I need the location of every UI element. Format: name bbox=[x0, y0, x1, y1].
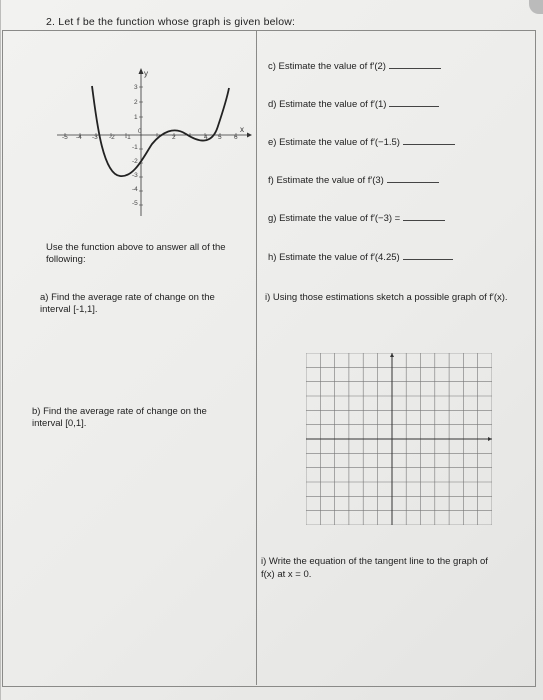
question-h-text: h) Estimate the value of f′(4.25) bbox=[268, 252, 400, 263]
question-i: i) Using those estimations sketch a possible graph of f′(x). bbox=[265, 292, 508, 303]
grid-x-axis-arrow bbox=[488, 437, 492, 441]
x-tick-label: 4 bbox=[204, 134, 208, 141]
x-tick-label: -5 bbox=[62, 134, 68, 141]
x-tick-label: 6 bbox=[234, 134, 238, 141]
question-a: a) Find the average rate of change on the interval [-1,1]. bbox=[40, 292, 215, 315]
answer-blank bbox=[389, 105, 439, 107]
function-curve bbox=[92, 86, 229, 176]
question-f bbox=[268, 175, 439, 187]
question-b: b) Find the average rate of change on the interval [0,1]. bbox=[32, 406, 207, 429]
grid-y-axis-arrow bbox=[390, 353, 394, 357]
y-axis-arrow bbox=[139, 68, 144, 74]
question-g-text: g) Estimate the value of f′(−3) = bbox=[268, 213, 401, 224]
x-tick-label: -3 bbox=[92, 134, 98, 141]
y-axis-label: y bbox=[144, 69, 148, 78]
question-j-line2: f(x) at x = 0. bbox=[261, 569, 312, 580]
y-tick-label: -3 bbox=[132, 172, 138, 179]
y-tick-label: -1 bbox=[132, 144, 138, 151]
x-tick-label: -4 bbox=[76, 134, 82, 141]
column-divider bbox=[256, 30, 257, 685]
answer-blank bbox=[403, 143, 455, 145]
answer-blank bbox=[387, 181, 439, 183]
y-tick-label: -4 bbox=[132, 186, 138, 193]
y-tick-label: 3 bbox=[134, 84, 138, 91]
answer-blank bbox=[403, 219, 445, 221]
function-graph bbox=[52, 66, 252, 216]
x-tick-label: -1 bbox=[125, 134, 131, 141]
question-d-text: d) Estimate the value of f′(1) bbox=[268, 99, 387, 110]
sketch-grid bbox=[306, 353, 492, 525]
question-e-text: e) Estimate the value of f′(−1.5) bbox=[268, 137, 400, 148]
question-c bbox=[268, 61, 441, 73]
answer-blank bbox=[403, 258, 453, 260]
x-tick-label: -2 bbox=[109, 134, 115, 141]
question-d bbox=[268, 99, 439, 111]
question-g bbox=[268, 213, 445, 225]
question-e bbox=[268, 137, 455, 149]
y-tick-label: 2 bbox=[134, 99, 138, 106]
answer-blank bbox=[389, 67, 441, 69]
question-h bbox=[268, 252, 453, 264]
y-tick-label: -2 bbox=[132, 158, 138, 165]
x-tick-label: 2 bbox=[172, 134, 176, 141]
x-axis-arrow bbox=[247, 133, 252, 138]
instructions-text: Use the function above to answer all of the following: bbox=[46, 242, 226, 265]
x-axis-label: x bbox=[240, 125, 244, 134]
question-j-line1: i) Write the equation of the tangent line to the graph of bbox=[261, 556, 488, 567]
question-f-text: f) Estimate the value of f′(3) bbox=[268, 175, 384, 186]
x-tick-label: 5 bbox=[218, 134, 222, 141]
question-c-text: c) Estimate the value of f′(2) bbox=[268, 61, 386, 72]
y-tick-label: -5 bbox=[132, 200, 138, 207]
problem-title: 2. Let f be the function whose graph is given below: bbox=[46, 16, 296, 28]
y-tick-label: 1 bbox=[134, 114, 138, 121]
x-tick-label: 0 bbox=[138, 128, 142, 135]
